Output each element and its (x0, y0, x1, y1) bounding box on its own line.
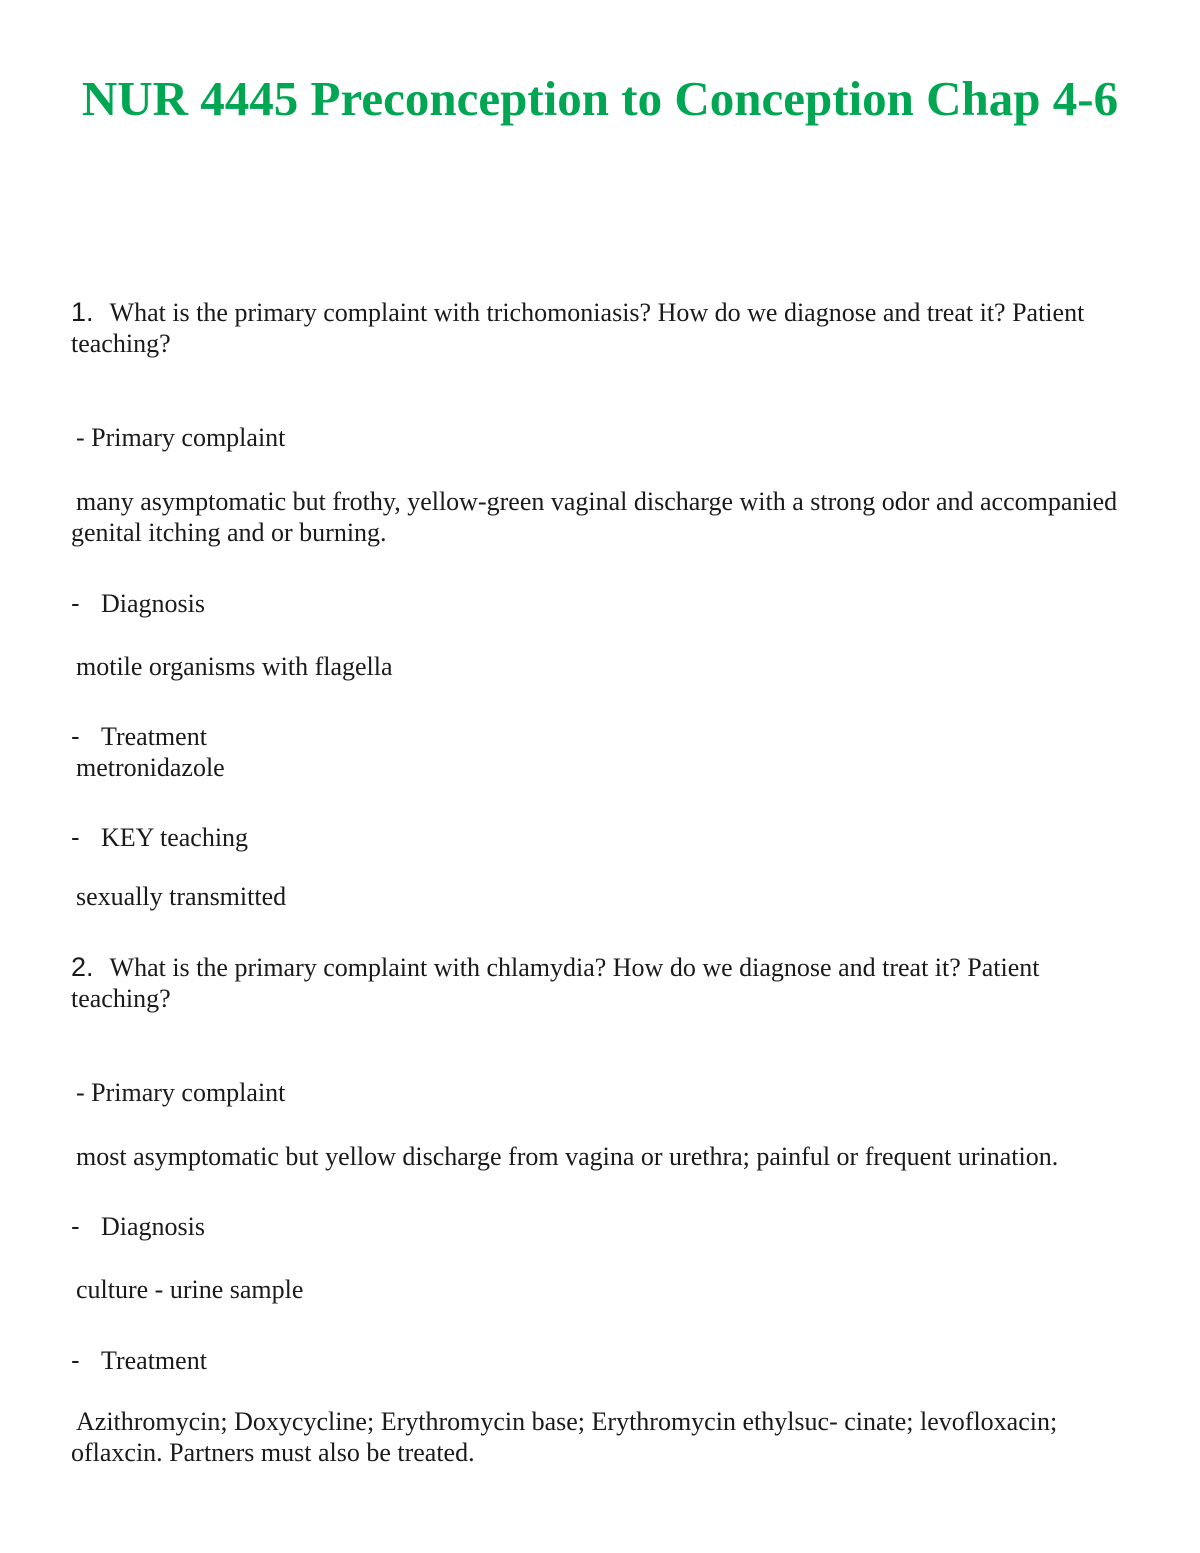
q2-treatment-heading (71, 1345, 1141, 1376)
q1-diagnosis-dash: - (71, 588, 80, 618)
q2-treatment-dash: - (71, 1345, 80, 1375)
q1-diagnosis-text: motile organisms with flagella (76, 652, 393, 681)
q2-diagnosis-label: Diagnosis (101, 1212, 205, 1241)
q2-diagnosis-heading (71, 1211, 1141, 1242)
q1-diagnosis-label: Diagnosis (101, 589, 205, 618)
question-1-text: What is the primary complaint with trichomoniasis? How do we diagnose and treat it? Patient teaching? (71, 298, 1085, 358)
question-1-number: 1. (71, 297, 94, 327)
q2-treatment-text-content: Azithromycin; Doxycycline; Erythromycin base; Erythromycin ethylsuc- cinate; levofloxacin; oflaxcin. Partners must also be treated. (71, 1407, 1058, 1467)
q1-complaint-label: - Primary complaint (76, 423, 286, 452)
q1-complaint-text (71, 486, 1141, 548)
q2-diagnosis-dash: - (71, 1211, 80, 1241)
q1-teaching-dash: - (71, 822, 80, 852)
question-2-text: What is the primary complaint with chlamydia? How do we diagnose and treat it? Patient teaching? (71, 953, 1040, 1013)
question-1 (71, 297, 1141, 359)
q2-treatment-text (71, 1406, 1141, 1468)
q1-treatment-text: metronidazole (76, 753, 225, 782)
q1-diagnosis-heading (71, 588, 1141, 619)
q2-complaint-text: most asymptomatic but yellow discharge from vagina or urethra; painful or frequent urination. (76, 1142, 1059, 1171)
q1-teaching-text: sexually transmitted (76, 882, 287, 911)
q1-treatment-label: Treatment (101, 722, 207, 751)
question-2-number: 2. (71, 952, 94, 982)
q1-teaching-heading (71, 822, 1141, 853)
q2-complaint-label: - Primary complaint (76, 1078, 286, 1107)
page-title: NUR 4445 Preconception to Conception Chap 4-6 (81, 71, 1119, 126)
q1-complaint-text-content: many asymptomatic but frothy, yellow-green vaginal discharge with a strong odor and accompanied genital itching and or burning. (71, 487, 1118, 547)
q2-treatment-label: Treatment (101, 1346, 207, 1375)
q1-treatment-dash: - (71, 721, 80, 751)
q2-diagnosis-text: culture - urine sample (76, 1275, 304, 1304)
question-2 (71, 952, 1141, 1014)
q1-teaching-label: KEY teaching (101, 823, 249, 852)
q1-treatment-heading (71, 721, 1141, 752)
